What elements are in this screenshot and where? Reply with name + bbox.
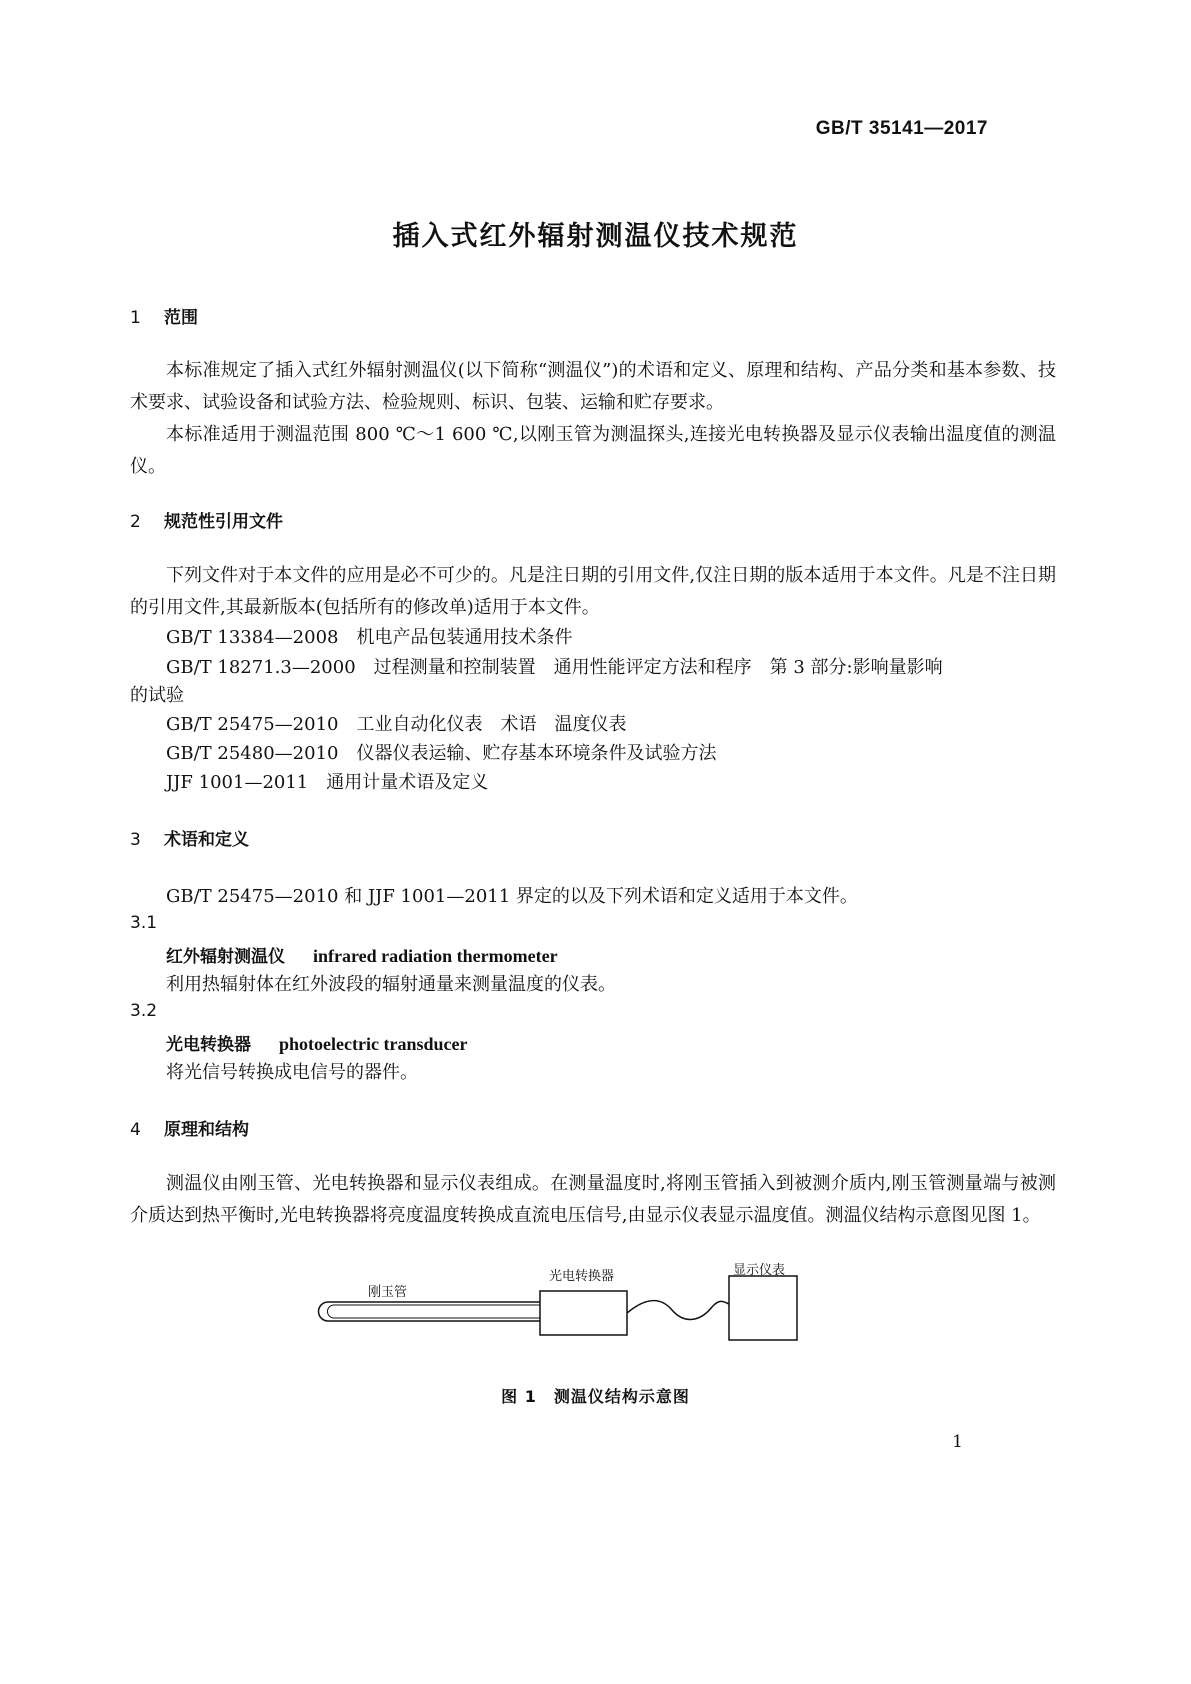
term-zh: 光电转换器 — [166, 1035, 251, 1055]
section-title: 范围 — [164, 308, 198, 328]
terms-intro: GB/T 25475—2010 和 JJF 1001—2011 界定的以及下列术语和定义适用于本文件。 — [166, 886, 858, 907]
page-number: 1 — [952, 1432, 963, 1452]
label-transducer: 光电转换器 — [549, 1269, 615, 1284]
figure-caption: 图 1 测温仪结构示意图 — [501, 1387, 690, 1406]
section-number: 1 — [130, 308, 141, 328]
section-2-heading — [130, 507, 283, 532]
section-1-paragraph-2: 本标准适用于测温范围 800 ℃～1 600 ℃,以刚玉管为测温探头,连接光电转换器及显示仪表输出温度值的测温仪。 — [130, 424, 1056, 477]
section-4-paragraph-1: 测温仪由刚玉管、光电转换器和显示仪表组成。在测量温度时,将刚玉管插入到被测介质内,刚玉管测量端与被测介质达到热平衡时,光电转换器将亮度温度转换成直流电压信号,由显示仪表显示温度值。测温仪结构示意图见图 1。 — [130, 1173, 1056, 1226]
term-definition: 将光信号转换成电信号的器件。 — [166, 1062, 418, 1083]
corundum-tube — [319, 1302, 540, 1321]
term-definition: 利用热辐射体在红外波段的辐射通量来测量温度的仪表。 — [166, 974, 616, 995]
section-number: 2 — [130, 512, 141, 532]
label-display: 显示仪表 — [733, 1263, 786, 1278]
standard-number: GB/T 35141—2017 — [815, 118, 988, 139]
reference-item-continued: 的试验 — [130, 685, 184, 706]
section-number: 4 — [130, 1120, 141, 1140]
section-title: 规范性引用文件 — [164, 512, 283, 532]
term-entry — [166, 1030, 467, 1055]
label-corundum-tube: 刚玉管 — [368, 1285, 408, 1300]
display-box — [729, 1276, 797, 1340]
tube-inner-line — [328, 1305, 541, 1318]
transducer-box — [540, 1291, 627, 1335]
section-2-paragraph-1: 下列文件对于本文件的应用是必不可少的。凡是注日期的引用文件,仅注日期的版本适用于本文件。凡是不注日期的引用文件,其最新版本(包括所有的修改单)适用于本文件。 — [130, 565, 1056, 618]
term-number: 3.1 — [130, 913, 158, 933]
reference-item: GB/T 25475—2010 工业自动化仪表 术语 温度仪表 — [166, 714, 627, 735]
term-zh: 红外辐射测温仪 — [166, 947, 285, 967]
signal-cable — [627, 1301, 729, 1320]
section-1-heading — [130, 303, 198, 328]
reference-item: GB/T 18271.3—2000 过程测量和控制装置 通用性能评定方法和程序 第 3 部分:影响量影响 — [166, 657, 943, 678]
term-entry — [166, 942, 558, 967]
section-3-heading — [130, 825, 249, 850]
section-number: 3 — [130, 830, 141, 850]
section-4-heading — [130, 1115, 249, 1140]
reference-item: GB/T 25480—2010 仪器仪表运输、贮存基本环境条件及试验方法 — [166, 743, 717, 764]
term-en: infrared radiation thermometer — [313, 946, 558, 966]
section-1-paragraph-1: 本标准规定了插入式红外辐射测温仪(以下简称“测温仪”)的术语和定义、原理和结构、产品分类和基本参数、技术要求、试验设备和试验方法、检验规则、标识、包装、运输和贮存要求。 — [130, 360, 1056, 413]
term-en: photoelectric transducer — [279, 1034, 468, 1054]
section-title: 原理和结构 — [164, 1120, 249, 1140]
reference-item: GB/T 13384—2008 机电产品包装通用技术条件 — [166, 627, 573, 648]
reference-item: JJF 1001—2011 通用计量术语及定义 — [166, 772, 489, 793]
document-title: 插入式红外辐射测温仪技术规范 — [392, 221, 799, 252]
section-title: 术语和定义 — [164, 830, 249, 850]
term-number: 3.2 — [130, 1001, 158, 1021]
